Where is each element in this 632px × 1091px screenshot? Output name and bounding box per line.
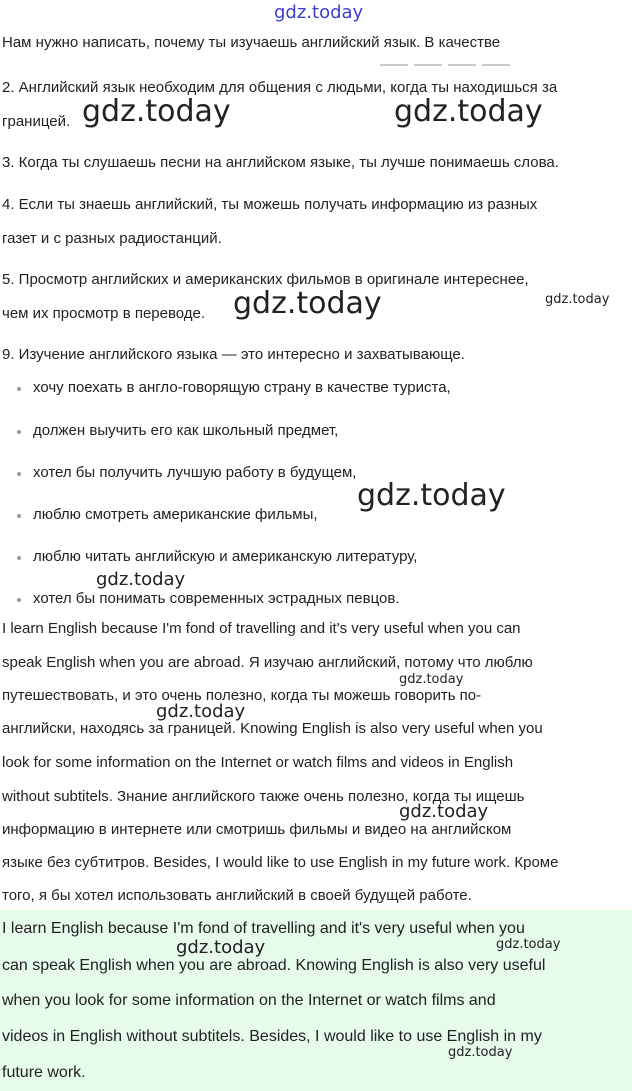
text-line: 3. Когда ты слушаешь песни на английском языке, ты лучше понимаешь слова. bbox=[2, 154, 559, 171]
watermark: gdz.today bbox=[399, 801, 489, 822]
bullet-dot bbox=[17, 556, 21, 560]
list-item: должен выучить его как школьный предмет, bbox=[33, 422, 339, 439]
list-item: люблю читать английскую и американскую литературу, bbox=[33, 548, 418, 565]
highlighted-line: I learn English because I'm fond of travelling and it's very useful when you bbox=[2, 920, 525, 937]
text-line: 9. Изучение английского языка — это интересно и захватывающе. bbox=[2, 346, 465, 363]
watermark: gdz.today bbox=[233, 286, 382, 321]
paragraph-line: without subtitels. Знание английского также очень полезно, когда ты ищешь bbox=[2, 788, 525, 805]
text-line: 5. Просмотр английских и американских фильмов в оригинале интереснее, bbox=[2, 271, 529, 288]
watermark: gdz.today bbox=[156, 701, 246, 722]
highlighted-line: future work. bbox=[2, 1064, 86, 1081]
bullet-dot bbox=[17, 514, 21, 518]
text-line: Нам нужно написать, почему ты изучаешь английский язык. В качестве bbox=[2, 34, 501, 51]
highlighted-line: videos in English without subtitels. Besides, I would like to use English in my bbox=[2, 1028, 542, 1045]
watermark: gdz.today bbox=[274, 2, 364, 23]
text-line: 2. Английский язык необходим для общения с людьми, когда ты находишься за bbox=[2, 79, 558, 96]
watermark: gdz.today bbox=[176, 937, 266, 958]
paragraph-line: look for some information on the Internet or watch films and videos in English bbox=[2, 754, 514, 771]
watermark: gdz.today bbox=[399, 672, 464, 687]
watermark: gdz.today bbox=[96, 569, 186, 590]
list-item: хотел бы понимать современных эстрадных певцов. bbox=[33, 590, 400, 607]
watermark: gdz.today bbox=[545, 292, 610, 307]
paragraph-line: того, я бы хотел использовать английский в своей будущей работе. bbox=[2, 887, 472, 904]
text-line: границей. bbox=[2, 113, 71, 130]
watermark: gdz.today bbox=[357, 478, 506, 513]
paragraph-line: языке без субтитров. Besides, I would like to use English in my future work. Кроме bbox=[2, 854, 559, 871]
highlighted-line: when you look for some information on the Internet or watch films and bbox=[2, 992, 496, 1009]
bullet-dot bbox=[17, 387, 21, 391]
paragraph-line: информацию в интернете или смотришь фильмы и видео на английском bbox=[2, 821, 512, 838]
list-item: хотел бы получить лучшую работу в будущем, bbox=[33, 464, 357, 481]
watermark: gdz.today bbox=[394, 94, 543, 129]
watermark: gdz.today bbox=[496, 937, 561, 952]
hidden-text-fragment bbox=[380, 64, 530, 70]
paragraph-line: английски, находясь за границей. Knowing English is also very useful when you bbox=[2, 720, 543, 737]
watermark: gdz.today bbox=[448, 1045, 513, 1060]
bullet-dot bbox=[17, 598, 21, 602]
paragraph-line: speak English when you are abroad. Я изучаю английский, потому что люблю bbox=[2, 654, 533, 671]
bullet-dot bbox=[17, 472, 21, 476]
watermark: gdz.today bbox=[82, 94, 231, 129]
bullet-dot bbox=[17, 430, 21, 434]
paragraph-line: I learn English because I'm fond of travelling and it's very useful when you can bbox=[2, 620, 521, 637]
highlighted-line: can speak English when you are abroad. Knowing English is also very useful bbox=[2, 957, 546, 974]
text-line: 4. Если ты знаешь английский, ты можешь получать информацию из разных bbox=[2, 196, 538, 213]
paragraph-line: путешествовать, и это очень полезно, когда ты можешь говорить по- bbox=[2, 687, 482, 704]
text-line: чем их просмотр в переводе. bbox=[2, 305, 206, 322]
text-line: газет и с разных радиостанций. bbox=[2, 230, 222, 247]
list-item: хочу поехать в англо-говорящую страну в качестве туриста, bbox=[33, 379, 451, 396]
list-item: люблю смотреть американские фильмы, bbox=[33, 506, 318, 523]
